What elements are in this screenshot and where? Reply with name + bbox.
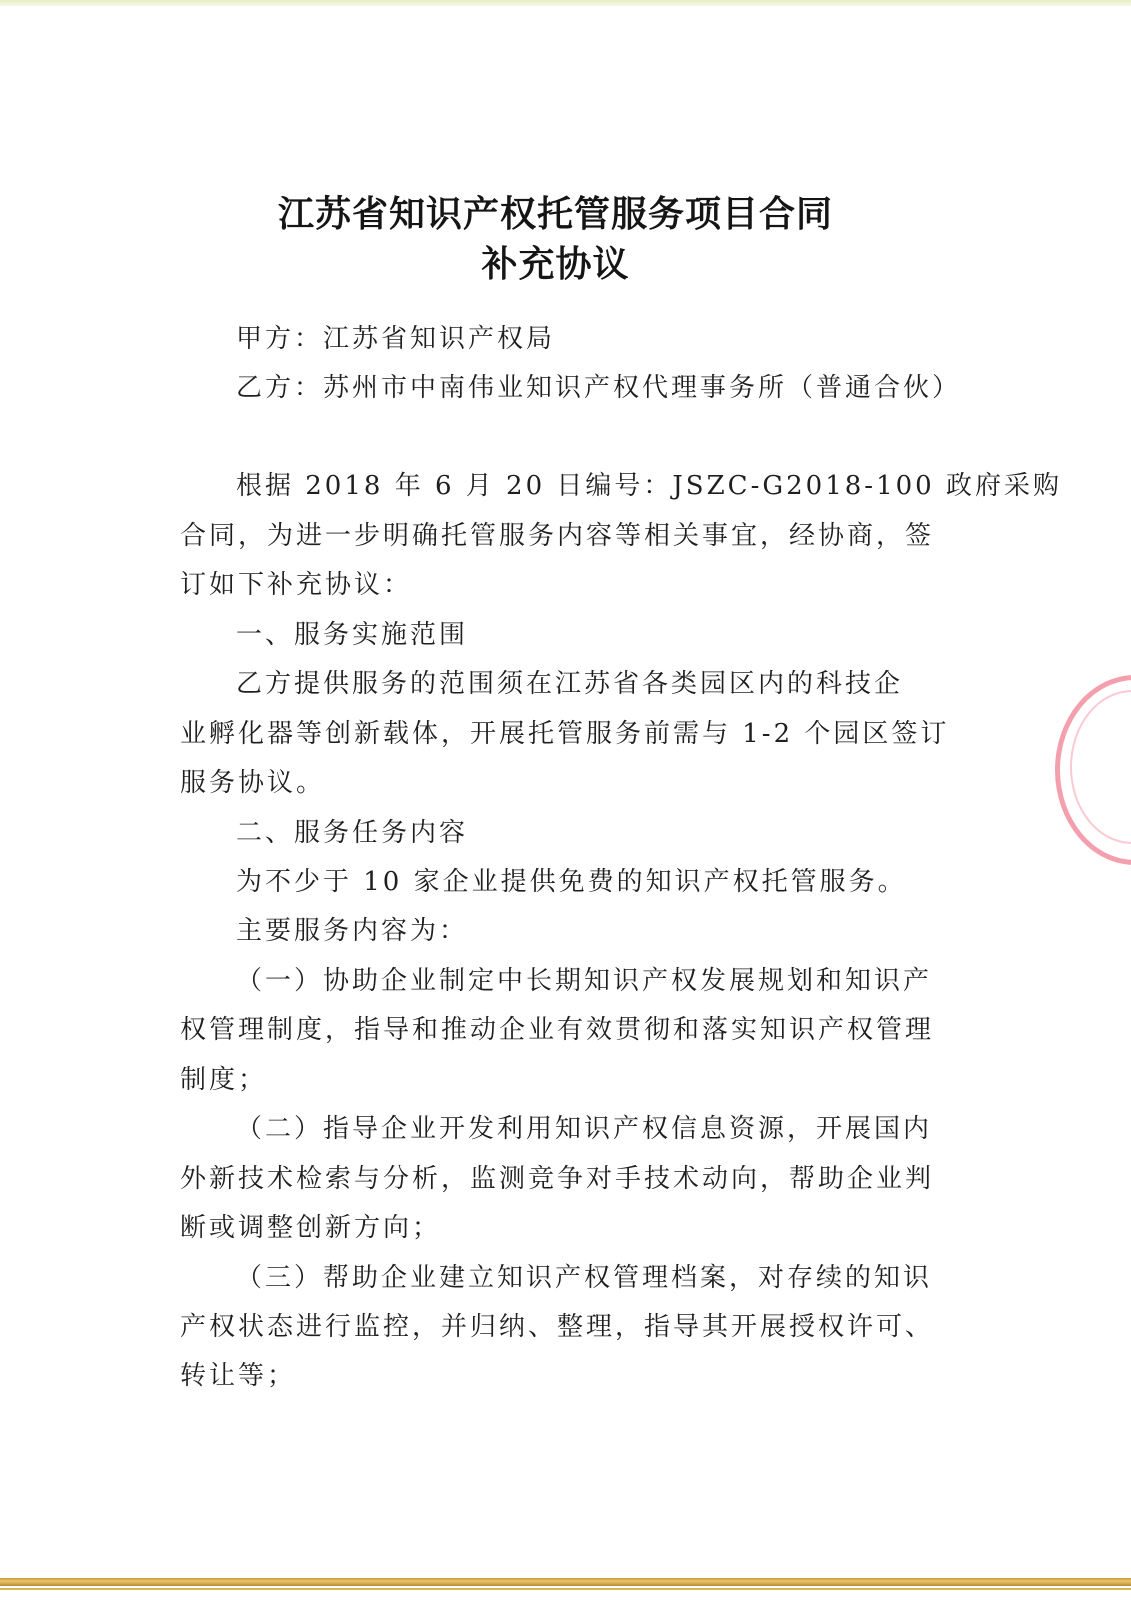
- body-line: 为不少于 10 家企业提供免费的知识产权托管服务。: [236, 867, 907, 897]
- body-line: 合同，为进一步明确托管服务内容等相关事宜，经协商，签: [180, 521, 935, 551]
- body-line: 根据 2018 年 6 月 20 日编号：JSZC-G2018-100 政府采购: [236, 471, 1062, 501]
- body-line: 主要服务内容为：: [236, 916, 469, 946]
- scan-edge-bottom-line: [0, 1588, 1131, 1590]
- body-line: 服务协议。: [180, 768, 326, 798]
- document-subtitle: 补充协议: [481, 244, 630, 285]
- party-b: 乙方：苏州市中南伟业知识产权代理事务所（普通合伙）: [236, 373, 962, 403]
- scan-edge-bottom: [0, 1578, 1131, 1586]
- body-line: （三）帮助企业建立知识产权管理档案，对存续的知识: [236, 1263, 933, 1293]
- body-line: （二）指导企业开发利用知识产权信息资源，开展国内: [236, 1114, 933, 1144]
- document-title: 江苏省知识产权托管服务项目合同: [277, 194, 833, 235]
- body-line: 外新技术检索与分析，监测竞争对手技术动向，帮助企业判: [180, 1164, 935, 1194]
- body-line: 业孵化器等创新载体，开展托管服务前需与 1-2 个园区签订: [180, 719, 950, 749]
- body-line: 制度；: [180, 1065, 268, 1095]
- body-line: 转让等；: [180, 1361, 297, 1391]
- section-heading: 二、服务任务内容: [236, 818, 469, 848]
- section-heading: 一、服务实施范围: [236, 620, 469, 650]
- body-line: 权管理制度，指导和推动企业有效贯彻和落实知识产权管理: [180, 1015, 935, 1045]
- body-line: 订如下补充协议：: [180, 570, 413, 600]
- body-line: （一）协助企业制定中长期知识产权发展规划和知识产: [236, 966, 933, 996]
- body-line: 断或调整创新方向；: [180, 1213, 442, 1243]
- body-line: 产权状态进行监控，并归纳、整理，指导其开展授权许可、: [180, 1312, 935, 1342]
- body-line: 乙方提供服务的范围须在江苏省各类园区内的科技企: [236, 669, 904, 699]
- party-a: 甲方：江苏省知识产权局: [236, 324, 556, 354]
